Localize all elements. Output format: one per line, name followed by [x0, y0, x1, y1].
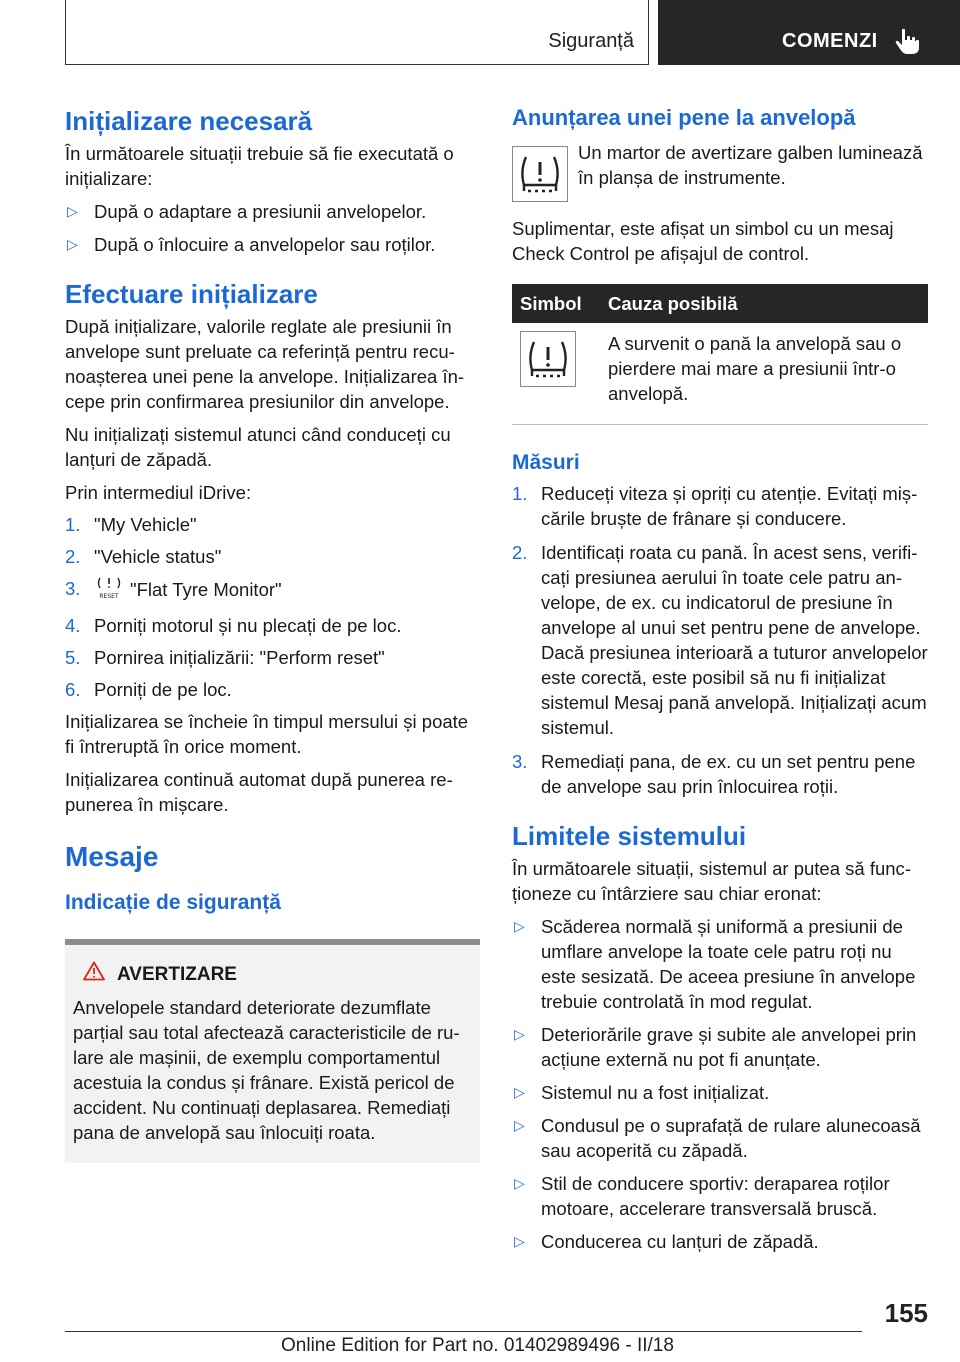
triangle-bullet-icon: ▷: [67, 203, 78, 219]
tyre-reset-icon: [94, 576, 124, 606]
announce-heading: Anunțarea unei pene la anvelopă: [512, 105, 856, 130]
page-number: 155: [884, 1298, 928, 1328]
table-header-symbol: Simbol: [512, 284, 600, 323]
perform-init-p4: Inițializarea se încheie în timpul mersului și poate fi întreruptă în orice moment.: [65, 711, 469, 757]
init-required-heading: Inițializare necesară: [65, 106, 313, 136]
table-cell-cause: A survenit o pană la anvelopă sau o pierdere mai mare a presiunii într-o anvelopă.: [600, 323, 928, 425]
perform-init-heading: Efectuare inițializare: [65, 279, 318, 309]
list-item: 3. RESET "Flat Tyre Monitor": [65, 576, 480, 606]
triangle-bullet-icon: ▷: [514, 1117, 525, 1133]
warning-triangle-icon: [83, 961, 105, 989]
list-item: 1. Reduceți viteza și opriți cu atenție. Evitați mișcările bruște de frânare și conducere.: [512, 483, 918, 529]
indicator-lamp-row: [512, 140, 928, 202]
tyre-warning-symbol-icon: [520, 331, 576, 387]
warning-text: Anvelopele standard deteriorate dezumflate parțial sau total afectează caracteristicile de rulare ale mașinii, de exemplu comportamentul acestuia la condus și frânare. Există pericol de accident. Nu continuați deplasarea. Remediați pana de anvelopă sau înlocuiți roata.: [73, 997, 460, 1143]
list-item: 3. Remediați pana, de ex. cu un set pentru pene de anvelope sau prin înlocuirea roții.: [512, 751, 916, 797]
table-row: [512, 323, 928, 425]
triangle-bullet-icon: ▷: [514, 1026, 525, 1042]
list-item: 6. Porniți de pe loc.: [65, 679, 232, 700]
triangle-bullet-icon: ▷: [514, 1233, 525, 1249]
limits-heading: Limitele sistemului: [512, 821, 747, 851]
right-column: [512, 104, 928, 1254]
list-item: 1. "My Vehicle": [65, 514, 197, 535]
footer-divider: [65, 1331, 862, 1332]
perform-init-p3: Prin intermediul iDrive:: [65, 482, 252, 503]
triangle-bullet-icon: ▷: [514, 918, 525, 934]
init-required-list: [65, 199, 480, 257]
perform-init-p5: Inițializarea continuă automat după punerea repunerea în mișcare.: [65, 769, 453, 815]
tyre-warning-icon: [512, 146, 568, 202]
list-item: 2. Identificați roata cu pană. În acest sens, verificați presiunea aerului în toate cele patru anvelope, de ex. cu indicatorul de presiune în anvelope al unui set pentru pene de anvelope. Dacă presiunea interioară a tuturor anvelopelor este corectă, este posibil să nu fi inițializat sistemul Mesaj pană anvelopă. Inițializați acum sistemul.: [512, 542, 928, 738]
list-item: 4. Porniți motorul și nu plecați de pe loc.: [65, 615, 402, 636]
svg-text:RESET: RESET: [99, 593, 119, 600]
list-item: ▷ Deteriorările grave și subite ale anvelopei prin acțiune externă nu pot fi anunțate.: [514, 1024, 917, 1070]
limits-intro: În următoarele situații, sistemul ar putea să funcționeze cu întârziere sau chiar eronat:: [512, 858, 911, 904]
triangle-bullet-icon: ▷: [514, 1175, 525, 1191]
list-item: ▷ Conducerea cu lanțuri de zăpadă.: [514, 1231, 819, 1252]
hand-pointer-icon: [893, 26, 923, 61]
list-item: ▷ Scăderea normală și uniformă a presiunii de umflare anvelope la toate cele patru roți nu este sesizată. De aceea presiune în anvelope trebuie controlată în mod regulat.: [514, 916, 916, 1012]
idrive-steps: [65, 512, 480, 702]
measures-heading: Măsuri: [512, 451, 580, 474]
symbol-table: [512, 284, 928, 425]
footer-edition-text: Online Edition for Part no. 01402989496 - II/18: [281, 1335, 674, 1356]
left-column: [65, 104, 480, 1163]
init-required-intro: În următoarele situații trebuie să fie executată o inițializare:: [65, 143, 454, 189]
limits-list: [512, 914, 928, 1254]
table-header-cause: Cauza posibilă: [600, 284, 928, 323]
measures-steps: [512, 481, 928, 799]
perform-init-p1: După inițializare, valorile reglate ale presiunii în anvelope sunt preluate ca referință pentru recunoașterea unei pene la anvelope. Inițializarea începe prin confirmarea presiunilor din anvelope.: [65, 316, 465, 412]
messages-heading: Mesaje: [65, 841, 159, 872]
list-item: ▷ Condusul pe o suprafață de rulare alunecoasă sau acoperită cu zăpadă.: [514, 1115, 921, 1161]
header-section-box: [65, 0, 649, 65]
list-item: 2. "Vehicle status": [65, 546, 222, 567]
lamp-text: Un martor de avertizare galben luminează în planșa de instrumente.: [578, 142, 923, 188]
list-item: ▷ După o înlocuire a anvelopelor sau roților.: [67, 234, 436, 255]
announce-p1: Suplimentar, este afișat un simbol cu un mesaj Check Control pe afișajul de control.: [512, 218, 894, 264]
section-title: Siguranță: [548, 30, 634, 52]
warning-title: AVERTIZARE: [83, 961, 472, 989]
perform-init-p2: Nu inițializați sistemul atunci când conduceți cu lanțuri de zăpadă.: [65, 424, 451, 470]
warning-box: [65, 939, 480, 1163]
list-item: 5. Pornirea inițializării: "Perform reset": [65, 647, 385, 668]
list-item: ▷ Stil de conducere sportiv: deraparea roților motoare, accelerare transversală bruscă.: [514, 1173, 890, 1219]
triangle-bullet-icon: ▷: [67, 236, 78, 252]
triangle-bullet-icon: ▷: [514, 1084, 525, 1100]
list-item: ▷ După o adaptare a presiunii anvelopelor.: [67, 201, 427, 222]
chapter-tab-label: COMENZI: [782, 30, 878, 52]
list-item: ▷ Sistemul nu a fost inițializat.: [514, 1082, 770, 1103]
safety-note-heading: Indicație de siguranță: [65, 891, 281, 914]
